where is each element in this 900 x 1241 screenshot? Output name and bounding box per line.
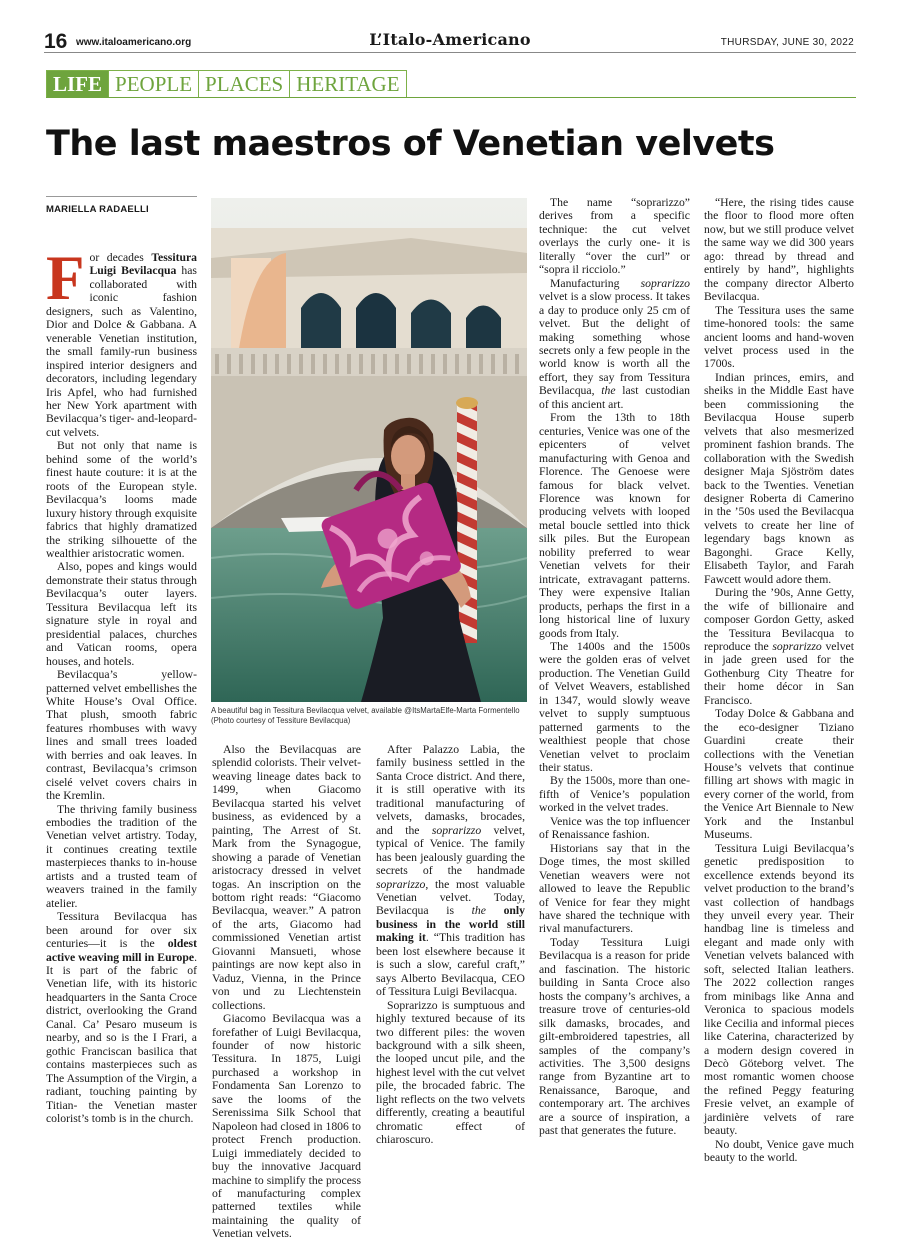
article-paragraph: Today Dolce & Gabbana and the eco-designer Tiziano Guardini create their collections with the Venetian House’s velvets that continue filling art shows with magic in every corner of the world, from the Venice Art Biennale to New York and the Instanbul Museums. xyxy=(704,707,854,842)
drop-cap: F xyxy=(46,243,85,313)
header-divider xyxy=(44,52,856,53)
article-paragraph: No doubt, Venice gave much beauty to the world. xyxy=(704,1137,854,1165)
article-column-3 xyxy=(376,743,525,1147)
article-paragraph: After Palazzo Labia, the family business settled in the Santa Croce district. And there, it is still operative with its traditional manufacturing of velvets, damasks, brocades, and the soprarizzo velvet, typical of Venice. The family has been jealously guarding the secrets of the handmade soprarizzo, the most valuable Venetian velvet. Today, Bevilacqua is the only business in the world still making it. “This tradition has been lost elsewhere because it is such a slow, careful craft,” says Alberto Bevilacqua, CEO of Tessitura Luigi Bevilacqua. xyxy=(376,743,525,999)
photo-caption: A beautiful bag in Tessitura Bevilacqua velvet, available @ItsMartaElfe-Marta Formentello (Photo courtesy of Tessiture Bevilacqua) xyxy=(211,706,520,725)
article-paragraph: The thriving family business embodies the tradition of the Venetian velvet artistry. Today, it continues creating textile masterpieces thanks to in-house artists and a trusted team of weavers trained in the family atelier. xyxy=(46,802,197,910)
section-divider xyxy=(46,97,856,98)
page-number: 16 xyxy=(44,30,68,53)
section-nav xyxy=(46,70,406,98)
article-column-4 xyxy=(539,196,690,1138)
tab-places[interactable]: PLACES xyxy=(198,70,290,98)
article-paragraph: The name “soprarizzo” derives from a specific technique: the cut velvet overlays the curly one- it is literally “over the curl” or “sopra il ricciolo.” xyxy=(539,196,690,277)
article-paragraph: Giacomo Bevilacqua was a forefather of Luigi Bevilacqua, founder of now historic Tessitura. In 1875, Luigi purchased a workshop in Fondamenta San Lorenzo to save the looms of the Serenissima Silk School that Napoleon had closed in 1806 to protect French production. Luigi immediately decided to buy the innovative Jacquard machine to simplify the process of manufacturing complex patterned textiles while maintaining the quality of Venetian velvets. xyxy=(212,1012,361,1241)
tab-heritage[interactable]: HERITAGE xyxy=(289,70,406,98)
article-paragraph: The 1400s and the 1500s were the golden eras of velvet production. The Venetian Guild of Velvet Weavers, established in 1347, would slowly weave velvet to supply sumptuous patterned garments to the wealthiest people that chose Venetian velvet to proclaim their status. xyxy=(539,639,690,775)
article-column-5 xyxy=(704,196,854,1165)
article-paragraph: During the ’90s, Anne Getty, the wife of billionaire and composer Gordon Getty, asked the Tessitura Bevilacqua to reproduce the soprarizzo velvet in jade green used for the Gothenburg City Theatre for their home décor in San Francisco. xyxy=(704,586,854,707)
article-paragraph: Indian princes, emirs, and sheiks in the Middle East have been commissioning the Bevilacqua House superb velvets that also mesmerized prominent fashion brands. The collaboration with the Swedish designer Maja Sjöström dates back to the Twenties. Venetian designer Roberta di Camerino in the ’50s used the Bevilacqua velvets to create her line of legendary bags known as Bagonghi. Grace Kelly, Elisabeth Taylor, and Farah Fawcett would adore them. xyxy=(704,370,854,586)
issue-date: THURSDAY, JUNE 30, 2022 xyxy=(720,37,854,48)
article-paragraph: For decades Tessitura Luigi Bevilacqua has collaborated with iconic fashion designers, such as Valentino, Dior and Dolce & Gabbana. A venerable Venetian institution, the small family-run business inspired interior designers and decorators, including legendary Iris Apfel, who had furnished her New York apartment with Bevilacqua’s tiger- and-leopard-cut velvets. xyxy=(46,243,197,439)
article-paragraph: Soprarizzo is sumptuous and highly textured because of its two different piles: the woven background with a silk sheen, the looped uncut pile, and the highest level with the cut velvet pile, the brocaded fabric. The light reflects on the two velvets differently, creating a beautiful chromatic effect of chiaroscuro. xyxy=(376,998,525,1147)
byline: MARIELLA RADAELLI xyxy=(46,204,149,215)
article-paragraph: Also, popes and kings would demonstrate their status through Bevilacqua’s outer layers. Tessitura Bevilacqua left its signature style in royal and presidential palaces, churches and Vatican rooms, opera houses, and hotels. xyxy=(46,560,197,668)
article-paragraph: Tessitura Bevilacqua has been around for over six centuries—it is the oldest active weaving mill in Europe. It is part of the fabric of Venetian life, with its historic headquarters in the Santa Croce district, overlooking the Grand Canal. Ca’ Pesaro museum is nearby, and so is the I Frari, a gothic Franciscan basilica that contains masterpieces such as The Assumption of the Virgin, a radiant, touching painting by Titian- the Venetian master colorist’s tomb is in the church. xyxy=(46,910,197,1125)
article-photo xyxy=(211,198,527,702)
site-url[interactable]: www.italoamericano.org xyxy=(76,37,192,48)
article-paragraph: Also the Bevilacquas are splendid colorists. Their velvet-weaving lineage dates back to 1499, when Giacomo Bevilacqua started his velvet business, as evidenced by a painting, The Arrest of St. Mark from the Synagogue, showing a parade of Venetian aristocracy dressed in velvet togas. An inscription on the bottom right reads: “Giacomo Bevilacqua, weaver.” A patron of the arts, Giacomo had commissioned Venetian artist Giovanni Mansueti, whose paintings are now kept also in Vaduz, Vienna, in the Prince von und zu Liechtenstein collections. xyxy=(212,743,361,1012)
article-paragraph: By the 1500s, more than one-fifth of Venice’s population worked in the velvet trades. xyxy=(539,774,690,815)
article-paragraph: Bevilacqua’s yellow-patterned velvet embellishes the White House’s Oval Office. That plush, smooth fabric features rhombuses with wavy lines and small trees loaded with berries and oak leaves. In contrast, Bevilacqua’s crimson ciselé velvet covers chairs in the Kremlin. xyxy=(46,668,197,803)
article-paragraph: Today Tessitura Luigi Bevilacqua is a reason for pride and fascination. The historic building in Santa Croce also hosts the company’s archives, a treasure trove of centuries-old silk damasks, brocades, and gilt-embroidered tapestries, all samples of the company’s activities. The 3,500 designs range from Byzantine art to Renaissance, Baroque, and contemporary art. The archives are a source of inspiration, a past that generates the future. xyxy=(539,935,690,1138)
article-column-2 xyxy=(212,743,361,1241)
article-column-1 xyxy=(46,243,197,1125)
article-paragraph: But not only that name is behind some of the world’s finest haute couture: it is at the roots of the European style. Bevilacqua’s looms made luxury history through exquisite fabrics that highly dramatized the striking silhouette of the wealthier aristocratic women. xyxy=(46,439,197,560)
article-paragraph: Manufacturing soprarizzo velvet is a slow process. It takes a day to produce only 25 cm of velvet. But the delight of making something whose secrets only a few people in the world know is worth all the effort, they say from Tessitura Bevilacqua, the last custodian of this ancient art. xyxy=(539,276,690,411)
byline-divider xyxy=(46,196,197,197)
rialto-bridge-photo xyxy=(211,198,527,702)
article-paragraph: Venice was the top influencer of Renaissance fashion. xyxy=(539,814,690,842)
page-title: The last maestros of Venetian velvets xyxy=(46,124,775,164)
article-paragraph: The Tessitura uses the same time-honored tools: the same ancient looms and hand-woven velvet process used in the 1700s. xyxy=(704,303,854,371)
article-paragraph: “Here, the rising tides cause the floor to flood more often now, but we still produce velvet the same way we did 300 years ago: thread by thread and entirely by hand”, highlights the company director Alberto Bevilacqua. xyxy=(704,196,854,304)
article-paragraph: Historians say that in the Doge times, the most skilled Venetian weavers were not allowed to leave the Republic of Venice for fear they might have shared the technique with rival manufacturers. xyxy=(539,841,690,936)
tab-people[interactable]: PEOPLE xyxy=(108,70,199,98)
tab-life[interactable]: LIFE xyxy=(46,70,109,98)
article-paragraph: Tessitura Luigi Bevilacqua’s genetic predisposition to excellence extends beyond its velvet production to the brand’s vast collection of handbags they unveil every year. Their handbag line is timeless and elegant and made only with Venetian velvets balanced with soft, selected Italian leathers. The 2022 collection ranges from minibags like Anna and Veronica to spacious models like Cecilia and informal pieces like Caterina, characterized by a modern design covered in Decò Göteborg velvet. The most romantic women choose the refined Peggy featuring Fresie velvet, an example of jardinière velvets of rare beauty. xyxy=(704,841,854,1138)
masthead-logo: L’Italo-Americano xyxy=(369,30,531,49)
article-paragraph: From the 13th to 18th centuries, Venice was one of the epicenters of velvet manufacturing with Genoa and Florence. The Genoese were famous for black velvet. Florence was known for producing velvets with looped metal boucle settled into thick silk piles. But the European nobility preferred to wear Venetian velvets for their intricate, extravagant patterns. They were expensive Italian products, perhaps the first in a long historical line of luxury goods from Italy. xyxy=(539,411,690,640)
